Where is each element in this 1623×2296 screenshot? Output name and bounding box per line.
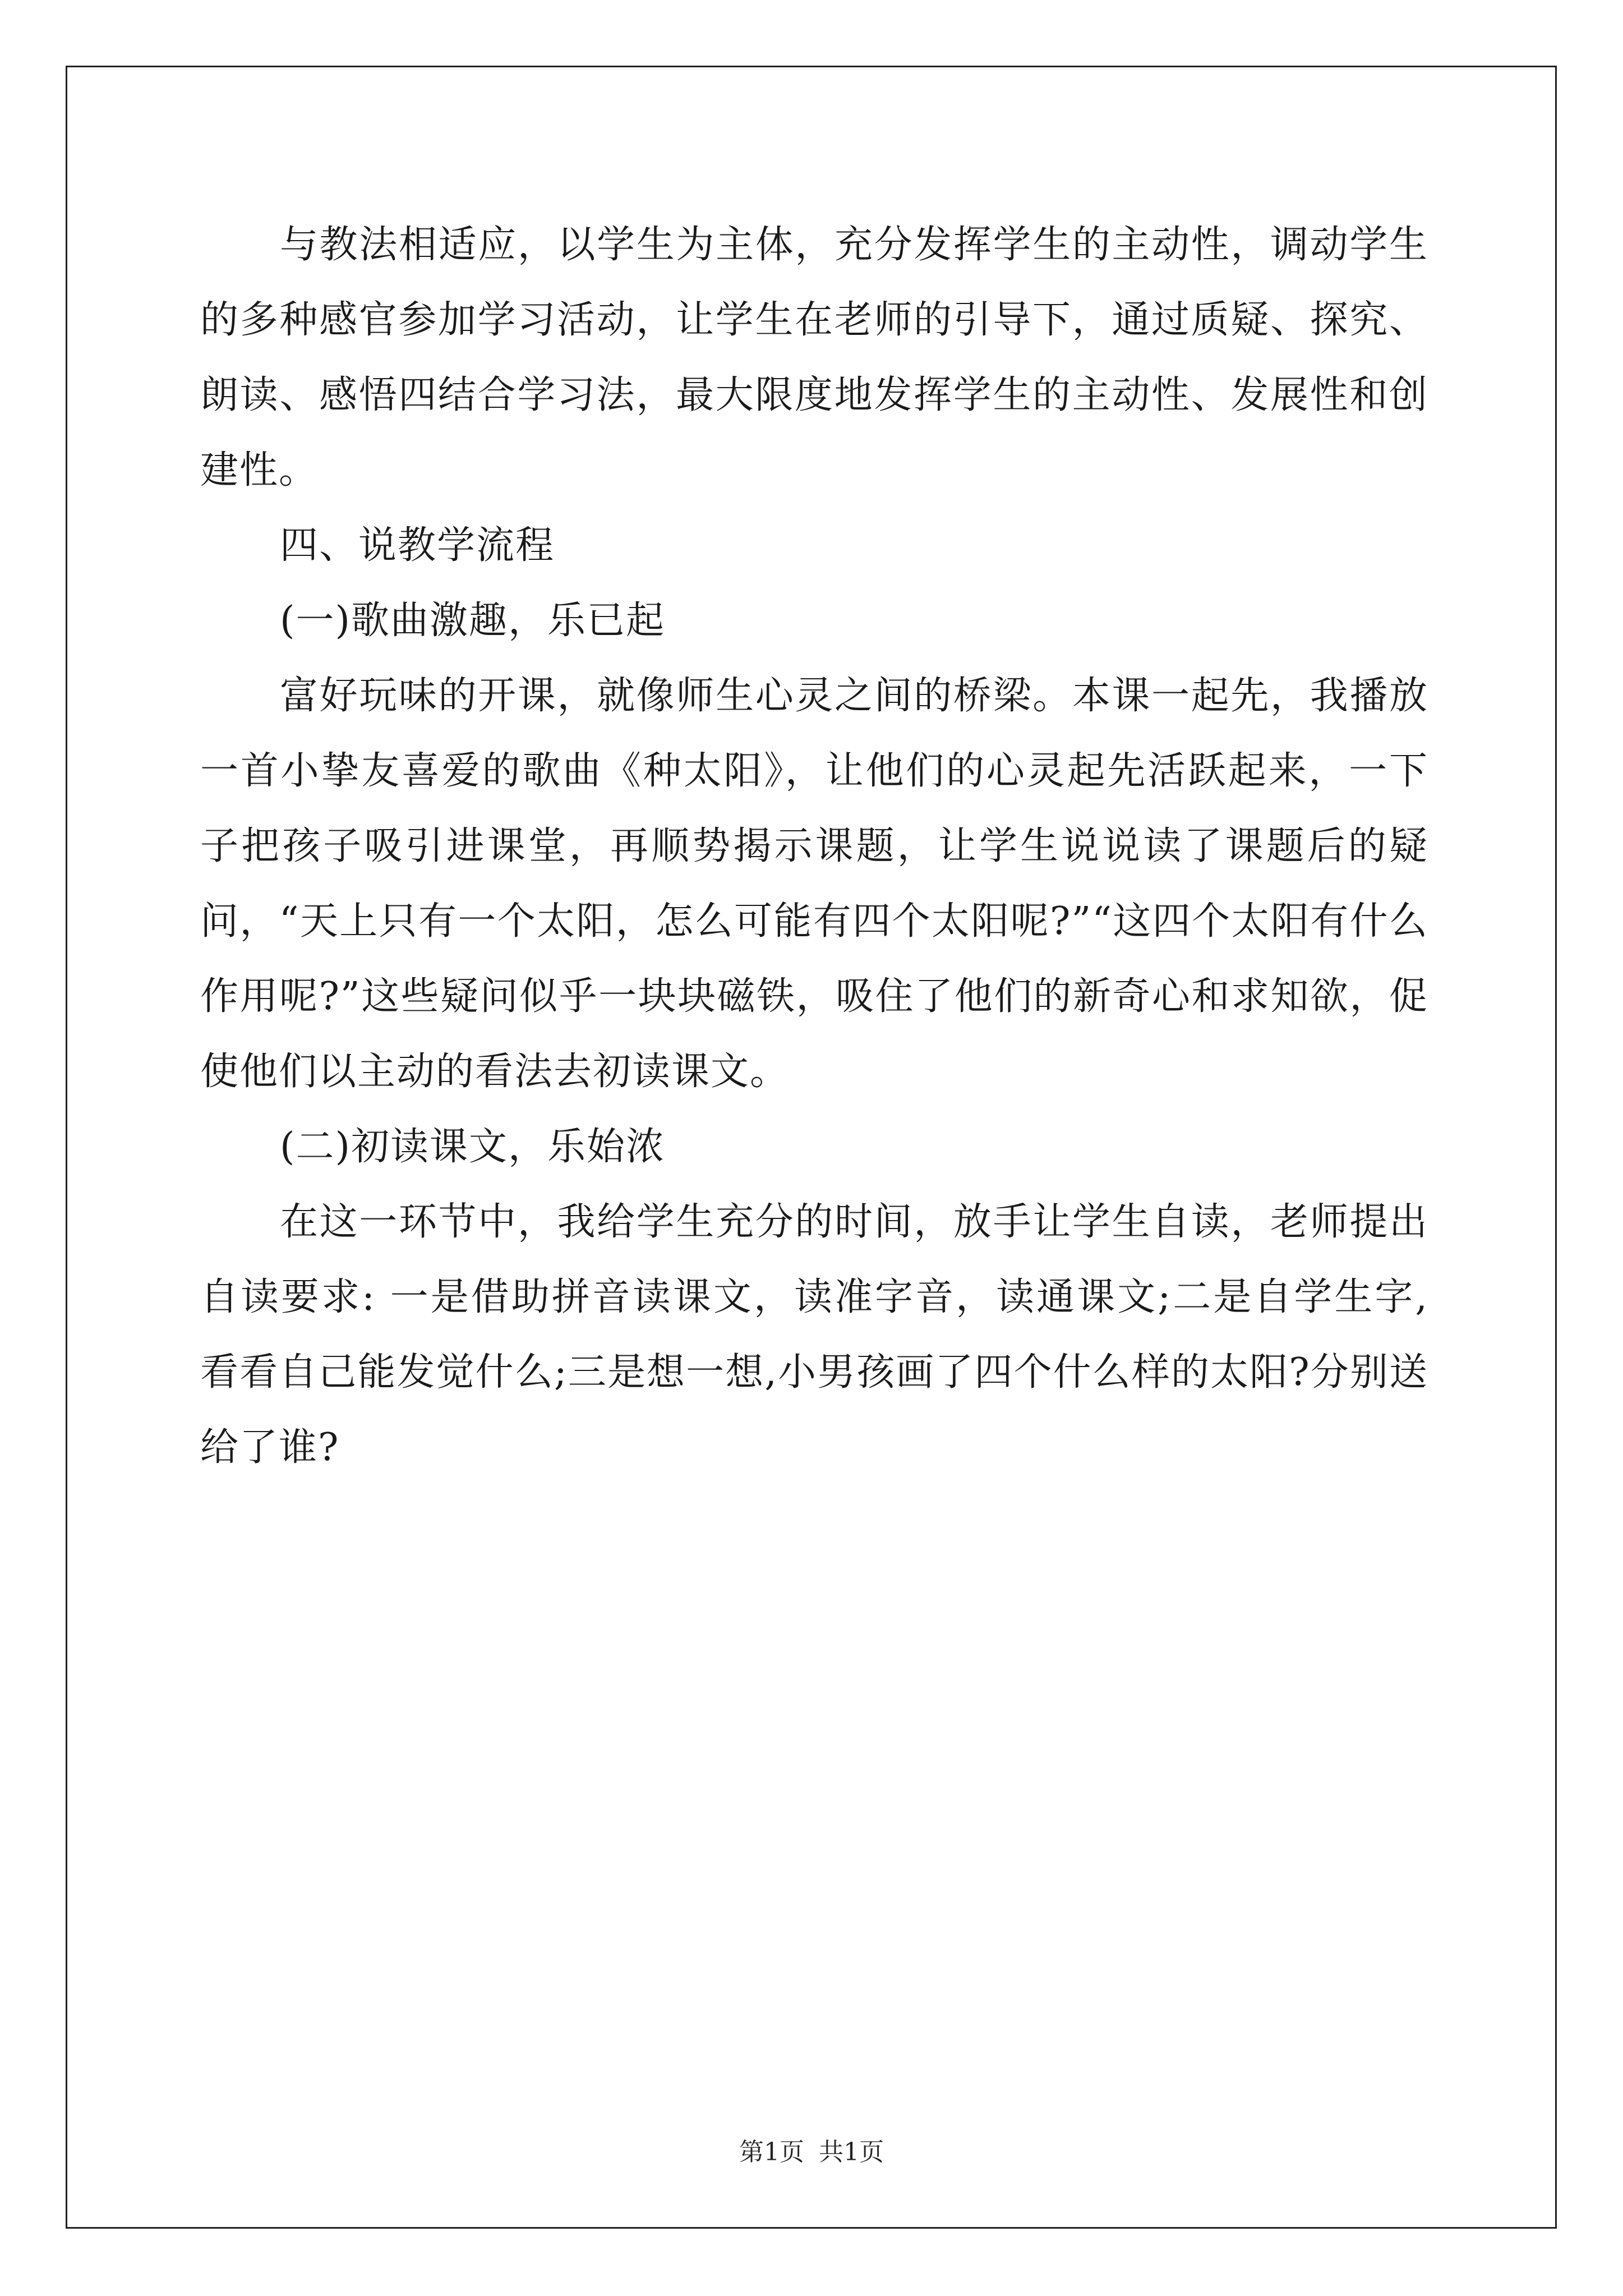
paragraph: 在这一环节中，我给学生充分的时间，放手让学生自读，老师提出自读要求: 一是借助拼音读课文，读准字音，读通课文;二是自学生字,看看自己能发觉什么;三是想一想,小男孩画了四个什么样的太阳?分别送给了谁? (200, 1200, 1428, 1470)
section-heading: 四、说教学流程 (280, 523, 555, 568)
subsection-heading: (一)歌曲激趣，乐已起 (280, 599, 666, 643)
page-number: 第1页 (739, 2138, 804, 2166)
paragraph: 富好玩味的开课，就像师生心灵之间的桥梁。本课一起先，我播放一首小挚友喜爱的歌曲《种太阳》，让他们的心灵起先活跃起来，一下子把孩子吸引进课堂，再顺势揭示课题，让学生说说读了课题后的疑问，“天上只有一个太阳，怎么可能有四个太阳呢?”“这四个太阳有什么作用呢?”这些疑问似乎一块块磁铁，吸住了他们的新奇心和求知欲，促使他们以主动的看法去初读课文。 (200, 674, 1428, 1094)
document-body (200, 208, 1428, 1485)
subsection-heading: (二)初读课文，乐始浓 (280, 1125, 666, 1169)
paragraph: 与教法相适应，以学生为主体，充分发挥学生的主动性，调动学生的多种感官参加学习活动，让学生在老师的引导下，通过质疑、探究、朗读、感悟四结合学习法，最大限度地发挥学生的主动性、发展性和创建性。 (200, 223, 1428, 493)
page-footer (0, 2132, 1623, 2168)
page-total: 共1页 (819, 2138, 884, 2166)
